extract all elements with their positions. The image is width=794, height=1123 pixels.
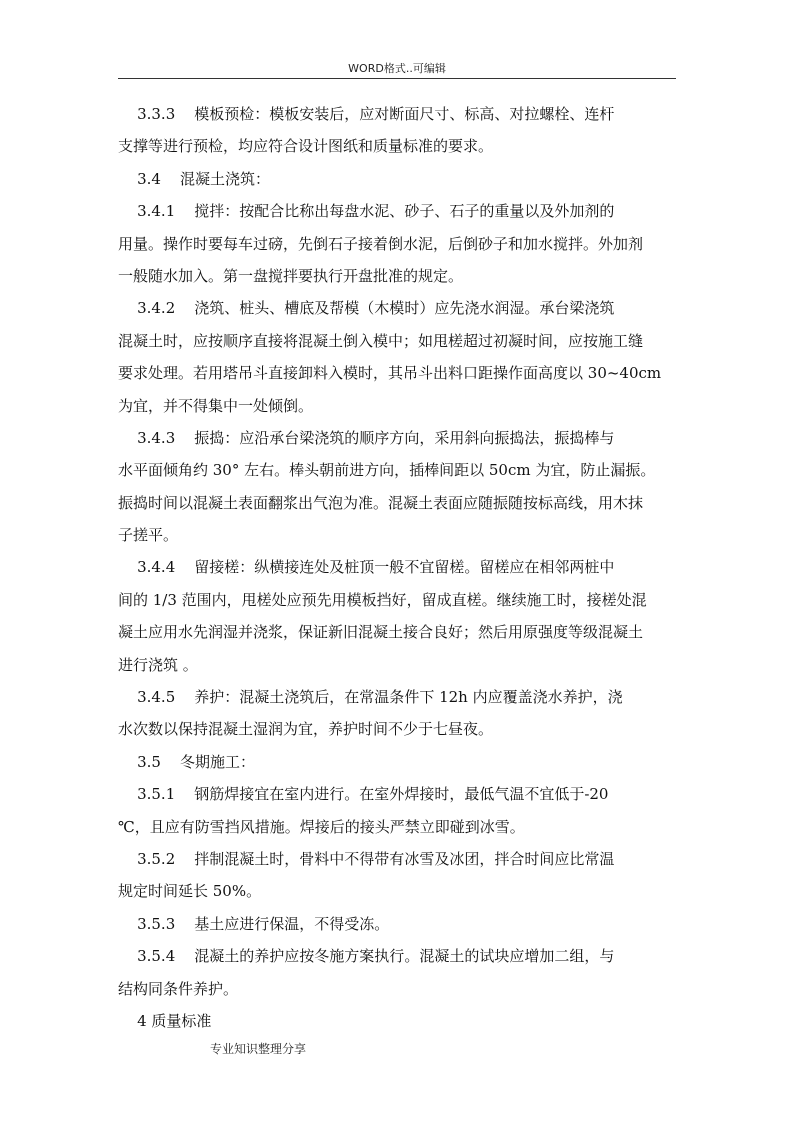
- text-line: 用量。操作时要每车过磅，先倒石子接着倒水泥，后倒砂子和加水搅拌。外加剂: [118, 234, 644, 253]
- text-line: 水平面倾角约 30° 左右。棒头朝前进方向，插棒间距以 50cm 为宜，防止漏振。: [118, 461, 656, 480]
- document-body: [118, 98, 678, 1037]
- text-line: 3.4.5 养护：混凝土浇筑后，在常温条件下 12h 内应覆盖浇水养护，浇: [118, 688, 623, 707]
- text-line: 一般随水加入。第一盘搅拌要执行开盘批准的规定。: [118, 266, 464, 285]
- text-line: 3.4.3 振捣：应沿承台梁浇筑的顺序方向，采用斜向振捣法，振捣棒与: [118, 428, 615, 447]
- text-line: 3.5.1 钢筋焊接宜在室内进行。在室外焊接时，最低气温不宜低于-20: [118, 785, 609, 804]
- text-line: 水次数以保持混凝土湿润为宜，养护时间不少于七昼夜。: [118, 720, 494, 739]
- text-line: 3.5.2 拌制混凝土时，骨料中不得带有冰雪及冰团，拌合时间应比常温: [118, 849, 615, 868]
- text-line: 3.4 混凝土浇筑：: [118, 169, 271, 188]
- text-line: 为宜，并不得集中一处倾倒。: [118, 396, 314, 415]
- page-footer: 专业知识整理分享: [210, 1042, 307, 1056]
- section-heading: 4 质量标准: [118, 1011, 212, 1030]
- text-line: 规定时间延长 50%。: [118, 882, 262, 901]
- text-line: 3.4.4 留接槎：纵横接连处及桩顶一般不宜留槎。留槎应在相邻两桩中: [118, 558, 615, 577]
- text-line: 支撑等进行预检，均应符合设计图纸和质量标准的要求。: [118, 137, 494, 156]
- text-line: 振捣时间以混凝土表面翻浆出气泡为准。混凝土表面应随振随按标高线，用木抹: [118, 493, 644, 512]
- text-line: 子搓平。: [118, 526, 179, 545]
- text-line: 3.4.1 搅拌：按配合比称出每盘水泥、砂子、石子的重量以及外加剂的: [118, 202, 615, 221]
- page-header: WORD格式..可编辑: [348, 62, 446, 75]
- text-line: 3.5.3 基土应进行保温，不得受冻。: [118, 914, 390, 933]
- text-line: 3.5 冬期施工：: [118, 752, 256, 771]
- text-line: ℃，且应有防雪挡风措施。焊接后的接头严禁立即碰到冰雪。: [118, 817, 525, 836]
- text-line: 混凝土时，应按顺序直接将混凝土倒入模中；如甩槎超过初凝时间，应按施工缝: [118, 331, 644, 350]
- text-line: 3.4.2 浇筑、桩头、槽底及帮模（木模时）应先浇水润湿。承台梁浇筑: [118, 299, 615, 318]
- text-line: 3.5.4 混凝土的养护应按冬施方案执行。混凝土的试块应增加二组，与: [118, 947, 615, 966]
- text-line: 间的 1/3 范围内，甩槎处应预先用模板挡好，留成直槎。继续施工时，接槎处混: [118, 590, 647, 609]
- text-line: 进行浇筑 。: [118, 655, 198, 674]
- text-line: 3.3.3 模板预检：模板安装后，应对断面尺寸、标高、对拉螺栓、连杆: [118, 105, 615, 123]
- text-line: 凝土应用水先润湿并浇浆，保证新旧混凝土接合良好；然后用原强度等级混凝土: [118, 623, 644, 642]
- text-line: 要求处理。若用塔吊斗直接卸料入模时，其吊斗出料口距操作面高度以 30~40cm: [118, 364, 662, 383]
- text-line: 结构同条件养护。: [118, 979, 239, 998]
- header-rule: [118, 78, 676, 79]
